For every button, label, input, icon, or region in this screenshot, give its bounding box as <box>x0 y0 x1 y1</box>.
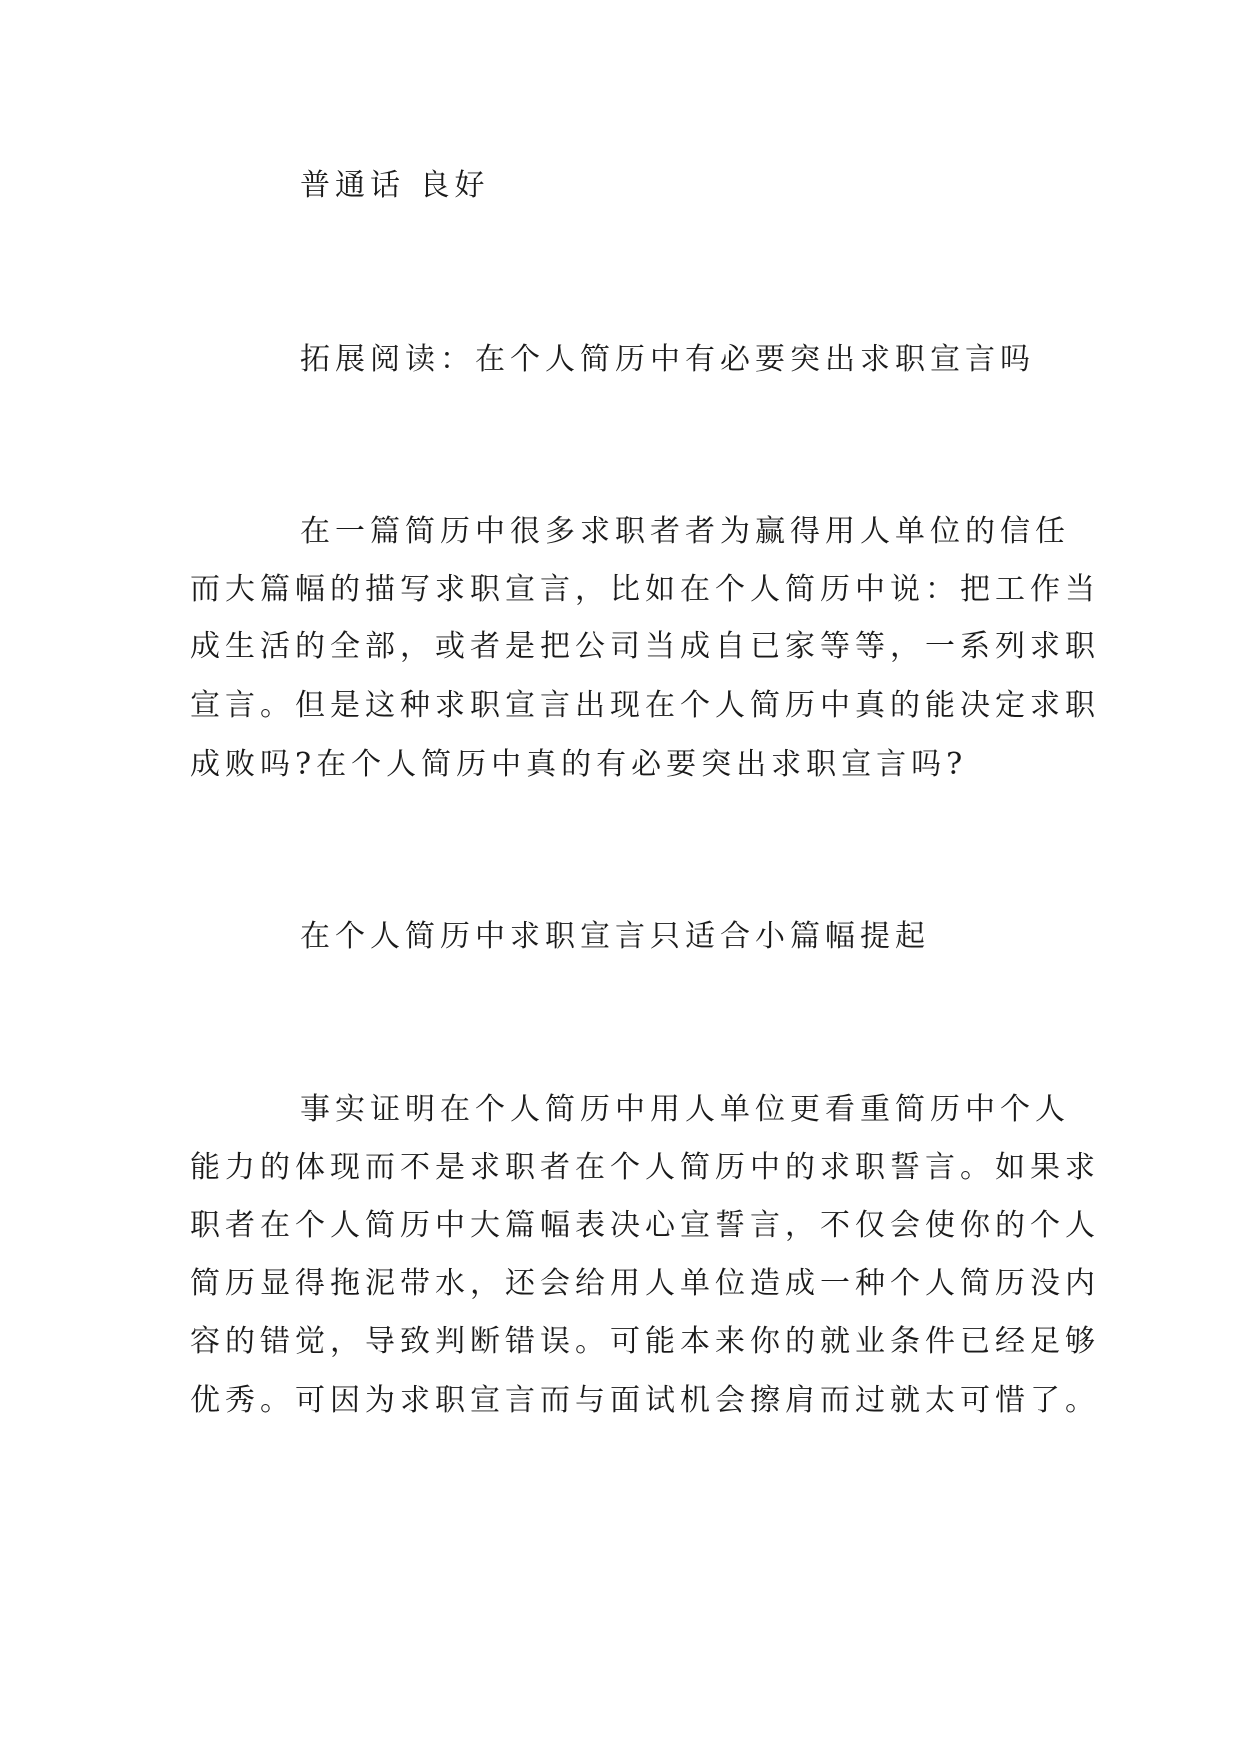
paragraph-line: 容的错觉，导致判断错误。可能本来你的就业条件已经足够 <box>190 1324 1100 1359</box>
paragraph-line: 成败吗?在个人简历中真的有必要突出求职宣言吗? <box>190 747 968 782</box>
paragraph-line: 能力的体现而不是求职者在个人简历中的求职誓言。如果求 <box>190 1150 1100 1185</box>
paragraph-line: 简历显得拖泥带水，还会给用人单位造成一种个人简历没内 <box>190 1266 1100 1301</box>
paragraph-line: 而大篇幅的描写求职宣言，比如在个人简历中说：把工作当 <box>190 572 1100 607</box>
paragraph-line: 在一篇简历中很多求职者者为赢得用人单位的信任 <box>300 514 1070 549</box>
language-skill-line: 普通话 良好 <box>300 168 490 203</box>
paragraph-line: 成生活的全部，或者是把公司当成自已家等等，一系列求职 <box>190 629 1100 664</box>
section-heading: 在个人简历中求职宣言只适合小篇幅提起 <box>300 919 930 954</box>
paragraph-line: 宣言。但是这种求职宣言出现在个人简历中真的能决定求职 <box>190 688 1100 723</box>
paragraph-line: 事实证明在个人简历中用人单位更看重简历中个人 <box>300 1092 1070 1127</box>
paragraph-line: 优秀。可因为求职宣言而与面试机会擦肩而过就太可惜了。 <box>190 1383 1100 1418</box>
extended-reading-heading: 拓展阅读：在个人简历中有必要突出求职宣言吗 <box>300 342 1035 377</box>
paragraph-line: 职者在个人简历中大篇幅表决心宣誓言，不仅会使你的个人 <box>190 1208 1100 1243</box>
